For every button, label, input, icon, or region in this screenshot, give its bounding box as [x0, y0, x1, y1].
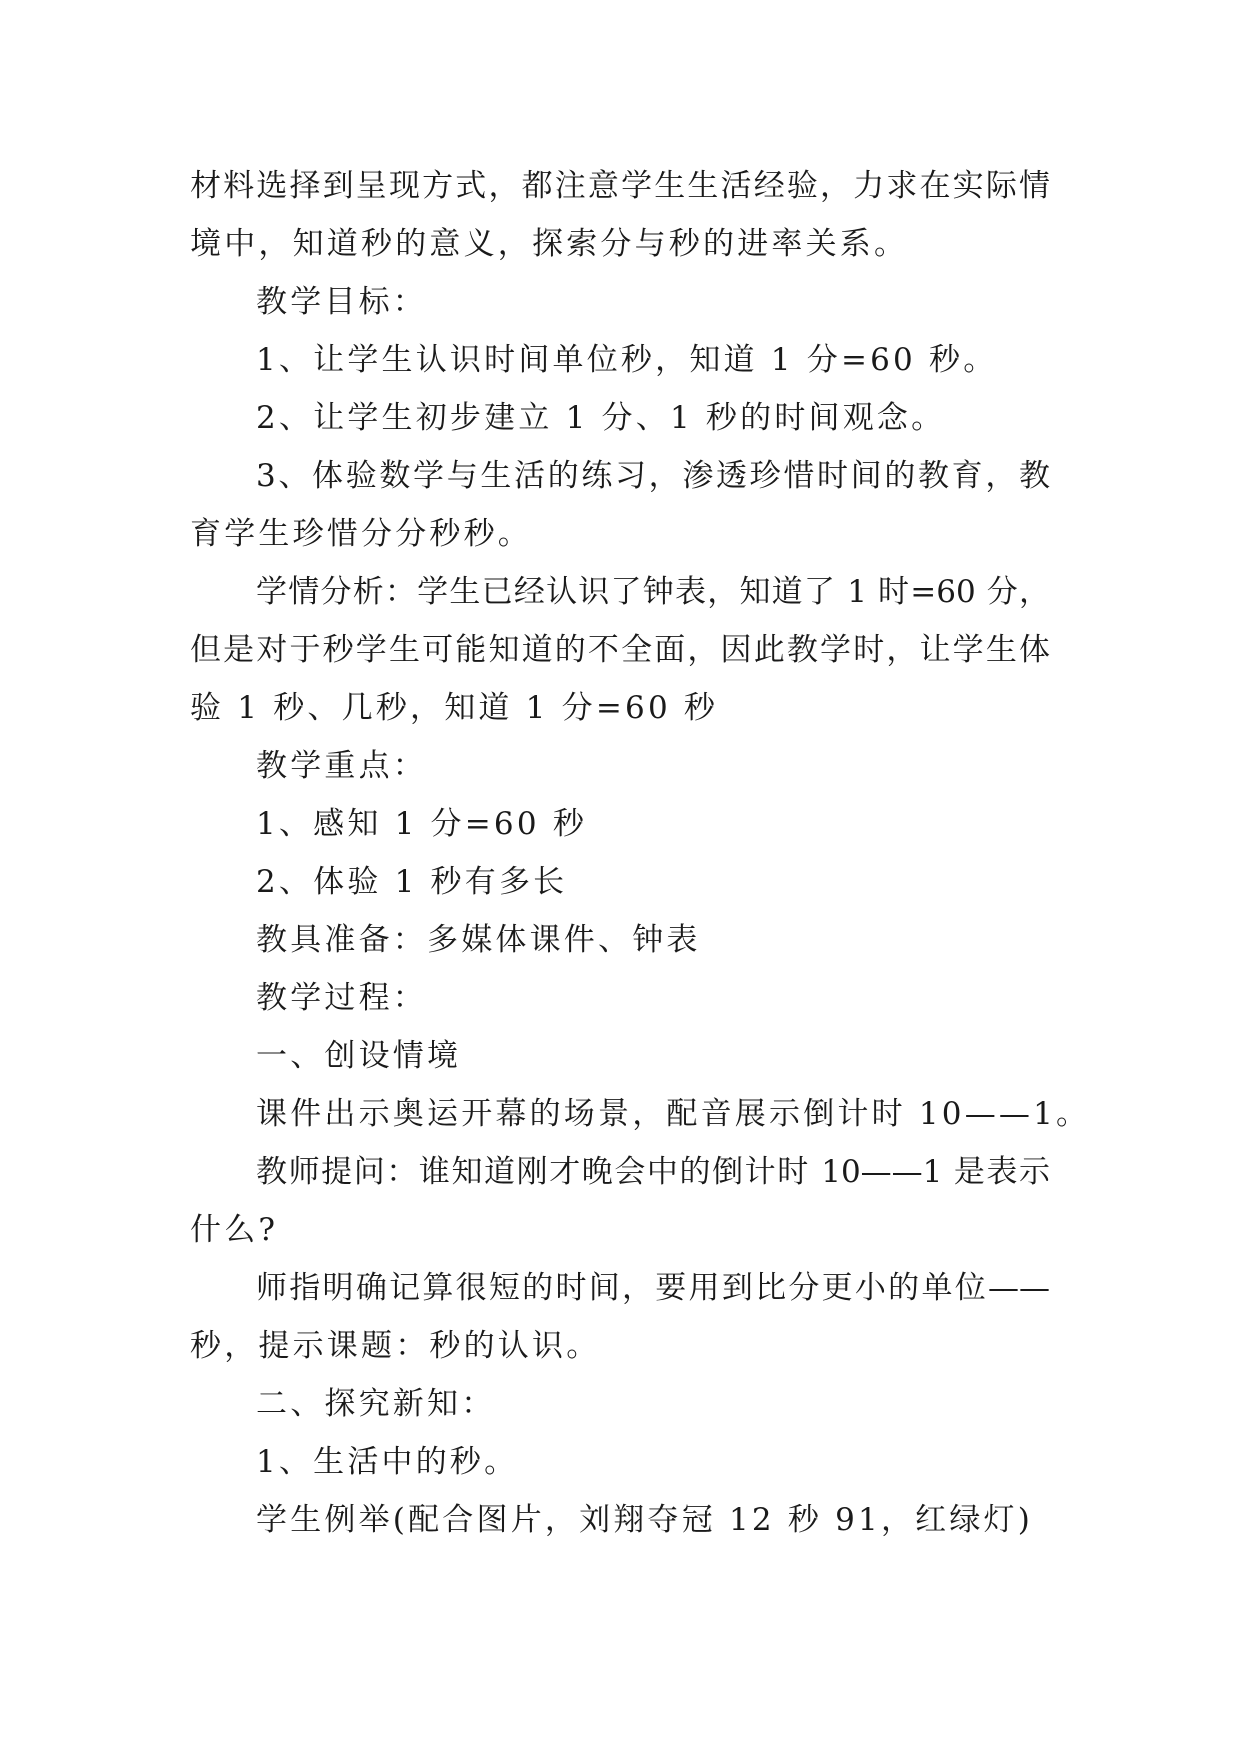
paragraph-line: 教具准备：多媒体课件、钟表: [256, 922, 701, 958]
list-item: 2、让学生初步建立 1 分、1 秒的时间观念。: [256, 400, 946, 436]
list-item: 2、体验 1 秒有多长: [256, 864, 568, 900]
list-item: 1、感知 1 分=60 秒: [256, 806, 588, 842]
section-heading: 一、创设情境: [256, 1038, 462, 1074]
paragraph-line: 师指明确记算很短的时间，要用到比分更小的单位——: [256, 1270, 1050, 1306]
paragraph-line: 学情分析：学生已经认识了钟表，知道了 1 时=60 分，: [256, 574, 1050, 610]
text-line: 秒，提示课题：秒的认识。: [190, 1328, 601, 1364]
text-line: 育学生珍惜分分秒秒。: [190, 516, 532, 552]
paragraph-line: 教师提问：谁知道刚才晚会中的倒计时 10——1 是表示: [256, 1154, 1050, 1190]
text-line: 材料选择到呈现方式，都注意学生生活经验，力求在实际情: [190, 168, 1050, 204]
paragraph-line: 课件出示奥运开幕的场景，配音展示倒计时 10——1。: [256, 1096, 1091, 1132]
section-heading: 教学过程：: [256, 980, 427, 1016]
text-line: 什么?: [190, 1212, 279, 1248]
section-heading: 教学重点：: [256, 748, 427, 784]
list-item: 3、体验数学与生活的练习，渗透珍惜时间的教育，教: [256, 458, 1050, 494]
list-item: 1、让学生认识时间单位秒，知道 1 分=60 秒。: [256, 342, 998, 378]
text-line: 但是对于秒学生可能知道的不全面，因此教学时，让学生体: [190, 632, 1050, 668]
section-heading: 教学目标：: [256, 284, 427, 320]
list-item: 1、生活中的秒。: [256, 1444, 519, 1480]
text-line: 境中，知道秒的意义，探索分与秒的进率关系。: [190, 226, 909, 262]
paragraph-line: 学生例举(配合图片，刘翔夺冠 12 秒 91，红绿灯): [256, 1502, 1034, 1538]
section-heading: 二、探究新知：: [256, 1386, 496, 1422]
text-line: 验 1 秒、几秒，知道 1 分=60 秒: [190, 690, 719, 726]
